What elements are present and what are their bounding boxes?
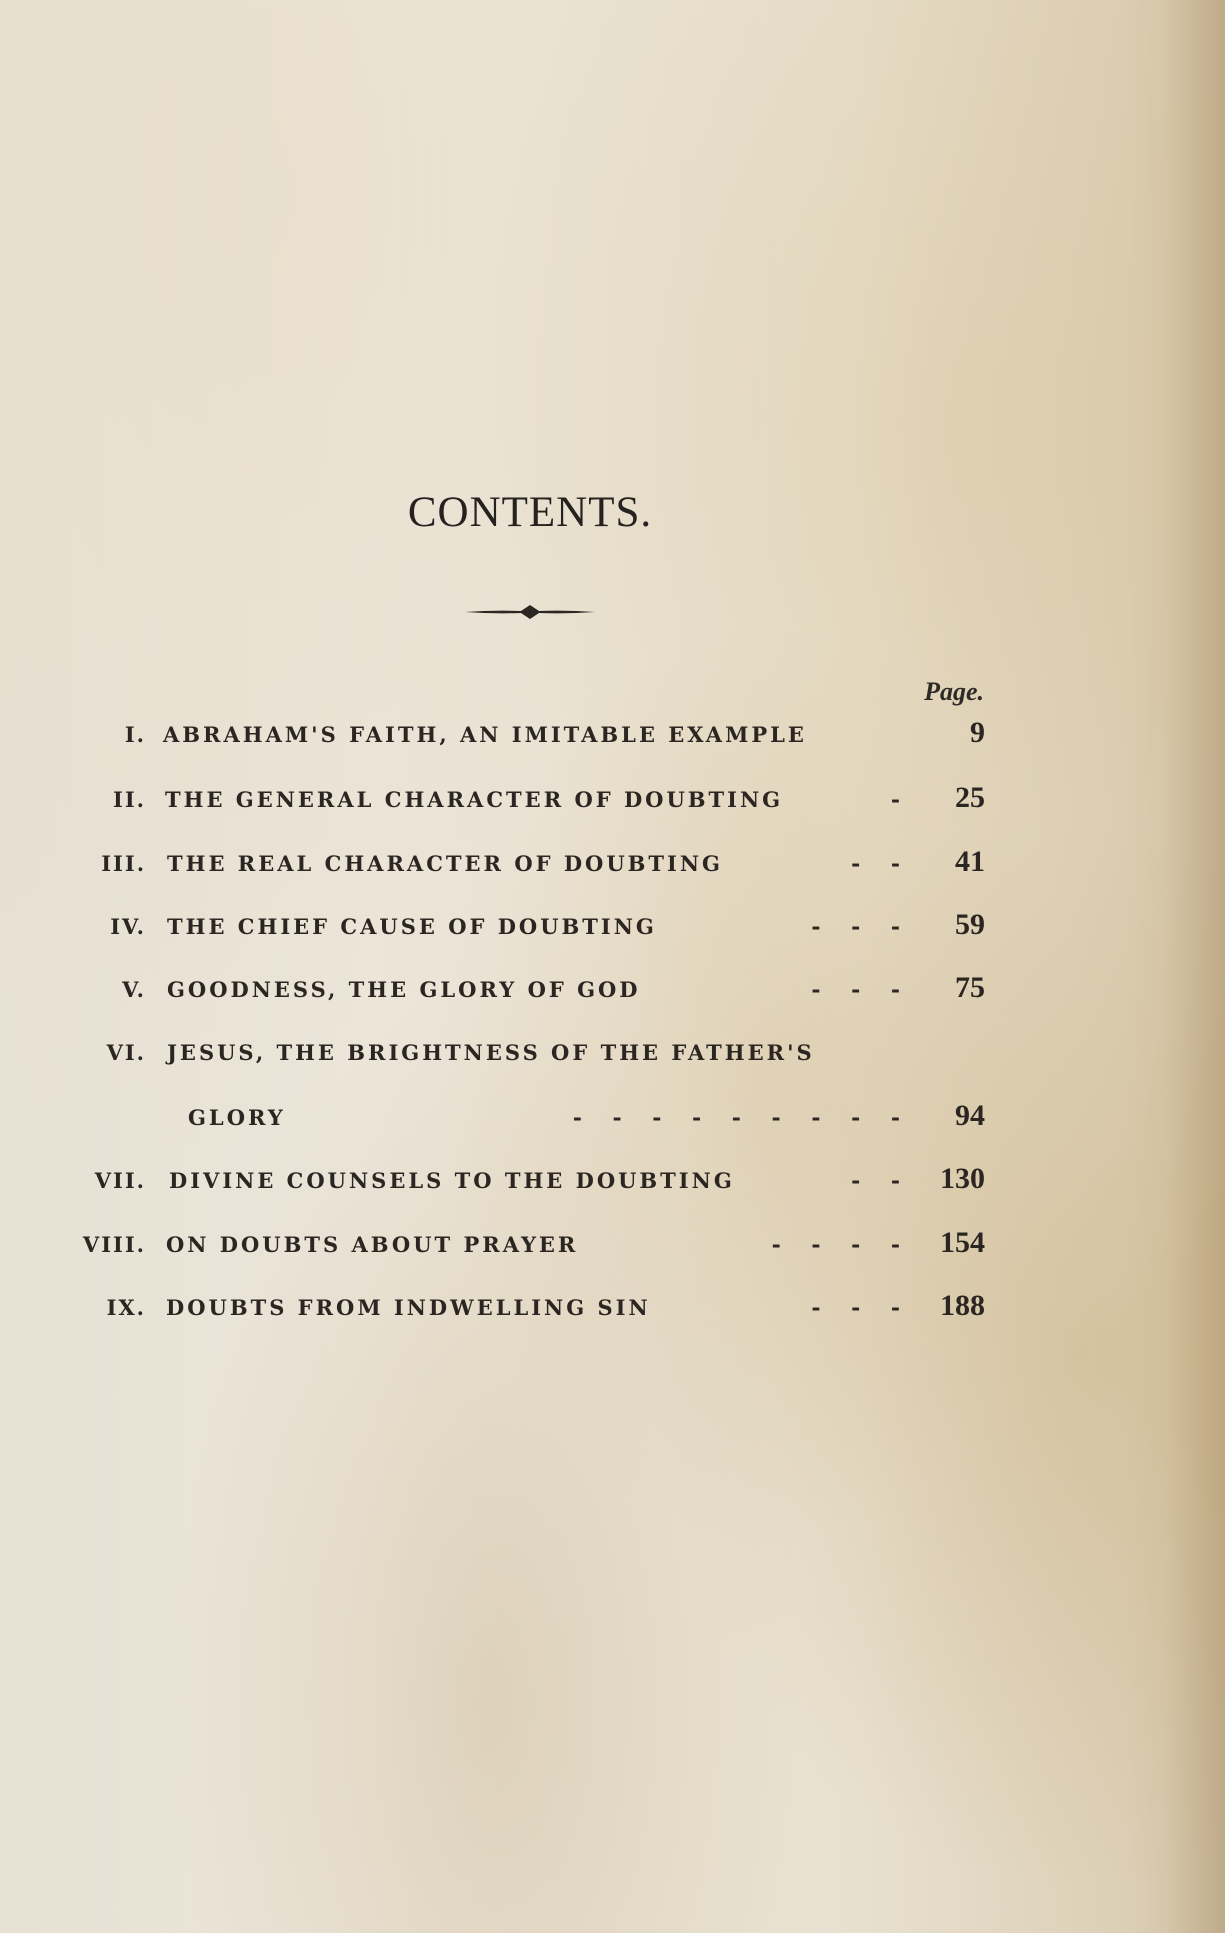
page-number: 25 xyxy=(955,781,985,814)
chapter-title: DIVINE COUNSELS TO THE DOUBTING xyxy=(169,1168,735,1193)
page-number: 130 xyxy=(940,1162,985,1195)
page-edge-shadow xyxy=(1165,0,1225,1933)
dot-leader: - - - xyxy=(811,1295,900,1321)
chapter-title: GLORY xyxy=(188,1105,286,1130)
chapter-numeral: V. xyxy=(122,977,146,1002)
chapter-title: ON DOUBTS ABOUT PRAYER xyxy=(166,1232,579,1257)
chapter-numeral: VIII. xyxy=(82,1232,146,1257)
toc-entry xyxy=(0,1289,1225,1335)
dot-leader: - - xyxy=(851,851,900,877)
chapter-title: THE CHIEF CAUSE OF DOUBTING xyxy=(167,914,657,939)
page-column-header: Page. xyxy=(924,677,984,706)
chapter-numeral: II. xyxy=(113,787,146,812)
toc-entry xyxy=(0,1040,1225,1080)
chapter-title: GOODNESS, THE GLORY OF GOD xyxy=(167,977,641,1002)
flourish-divider-icon xyxy=(463,600,597,624)
toc-entry xyxy=(0,845,1225,891)
page-number: 9 xyxy=(970,716,985,749)
chapter-title: THE GENERAL CHARACTER OF DOUBTING xyxy=(165,787,784,812)
toc-entry xyxy=(0,971,1225,1017)
dot-leader: - - - - xyxy=(771,1232,900,1258)
chapter-numeral: IV. xyxy=(110,914,146,939)
page-number: 154 xyxy=(940,1226,985,1259)
chapter-numeral: VII. xyxy=(94,1168,146,1193)
contents-heading: CONTENTS. xyxy=(407,489,653,536)
page-number: 75 xyxy=(955,971,985,1004)
toc-entry xyxy=(0,908,1225,954)
chapter-numeral: VI. xyxy=(106,1040,146,1065)
page-number: 94 xyxy=(955,1099,985,1132)
dot-leader: - - - - - - - - - xyxy=(572,1105,900,1131)
toc-entry xyxy=(0,1226,1225,1272)
dot-leader: - - - xyxy=(811,977,900,1003)
toc-entry xyxy=(0,781,1225,827)
chapter-title: DOUBTS FROM INDWELLING SIN xyxy=(166,1295,651,1320)
page-number: 41 xyxy=(955,845,985,878)
toc-entry xyxy=(0,1162,1225,1208)
chapter-numeral: I. xyxy=(124,722,146,747)
chapter-title: JESUS, THE BRIGHTNESS OF THE FATHER'S xyxy=(167,1040,815,1065)
chapter-title: THE REAL CHARACTER OF DOUBTING xyxy=(167,851,723,876)
toc-entry xyxy=(0,716,1225,762)
page-number: 188 xyxy=(940,1289,985,1322)
chapter-numeral: III. xyxy=(101,851,146,876)
dot-leader: - xyxy=(890,787,900,813)
chapter-numeral: IX. xyxy=(106,1295,146,1320)
page-number: 59 xyxy=(955,908,985,941)
toc-entry-continuation xyxy=(0,1099,1225,1145)
dot-leader: - - - xyxy=(811,914,900,940)
dot-leader: - - xyxy=(851,1168,900,1194)
chapter-title: ABRAHAM'S FAITH, AN IMITABLE EXAMPLE xyxy=(163,722,807,747)
